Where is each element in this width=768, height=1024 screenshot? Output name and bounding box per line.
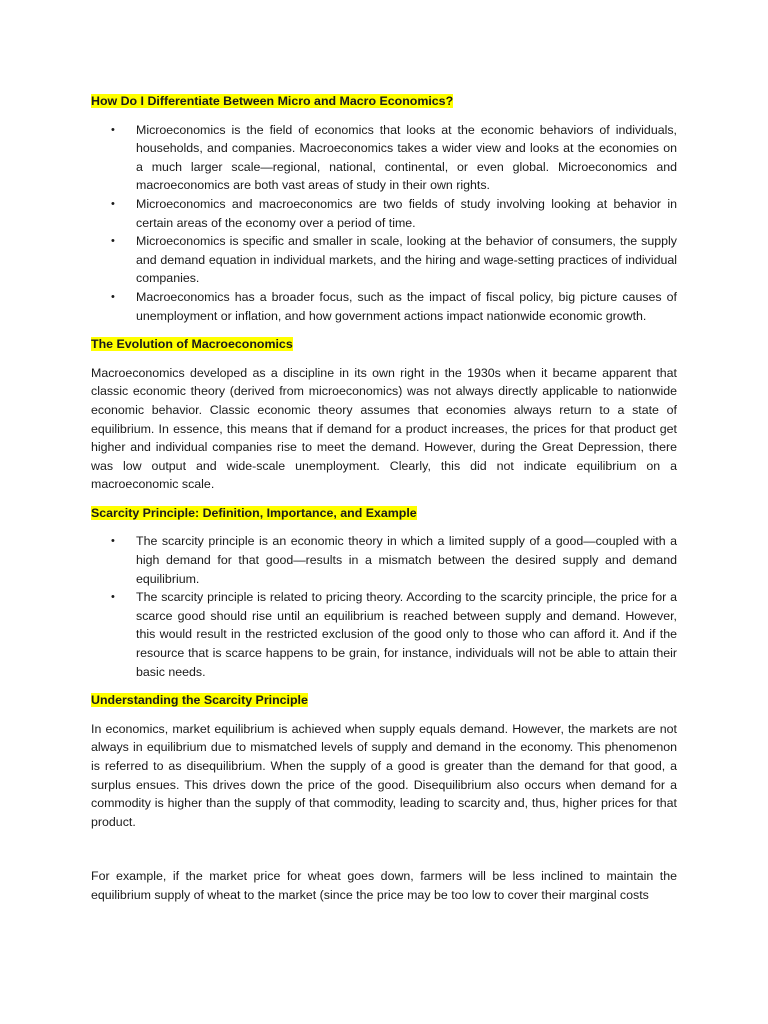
section-heading-scarcity-principle [91, 504, 677, 523]
list-item-text: The scarcity principle is related to pricing theory. According to the scarcity principle, the price for a scarce good should rise until an equilibrium is reached between supply and demand. However, this would result in the restricted exclusion of the good only to those who can afford it. And if the resource that is scarce happens to be grain, for instance, individuals will not be able to attain their basic needs. [136, 590, 677, 679]
evolution-paragraph: Macroeconomics developed as a discipline in its own right in the 1930s when it became apparent that classic economic theory (derived from microeconomics) was not always directly applicable to nationwide economic behavior. Classic economic theory assumes that economies always return to a state of equilibrium. In essence, this means that if demand for a product increases, the prices for that product get higher and individual companies rise to meet the demand. However, during the Great Depression, there was low output and wide-scale unemployment. Clearly, this did not indicate equilibrium on a macroeconomic scale. [91, 365, 677, 492]
list-item [111, 232, 677, 288]
list-item [111, 532, 677, 588]
list-item-text: Microeconomics is the field of economics that looks at the economic behaviors of individuals, households, and companies. Macroeconomics takes a wider view and looks at the economies on a much larger scale—regional, national, continental, or even global. Microeconomics and macroeconomics are both vast areas of study in their own rights. [136, 122, 677, 193]
list-item [111, 588, 677, 681]
scarcity-bullet-list [91, 532, 677, 681]
bullet-icon: • [111, 123, 115, 136]
understanding-paragraph: In economics, market equilibrium is achieved when supply equals demand. However, the markets are not always in equilibrium due to mismatched levels of supply and demand in the economy. This phenomenon is referred to as disequilibrium. When the supply of a good is greater than the demand for that good, a surplus ensues. This drives down the price of the good. Disequilibrium also occurs when demand for a commodity is higher than the supply of that commodity, leading to scarcity and, thus, higher prices for that product. [91, 721, 677, 829]
document-page [91, 92, 677, 905]
bullet-icon: • [111, 591, 115, 604]
section-heading-evolution [91, 335, 677, 354]
section-heading-micro-macro [91, 92, 677, 111]
highlighted-heading-text: Understanding the Scarcity Principle [91, 693, 308, 708]
list-item-text: Microeconomics is specific and smaller in scale, looking at the behavior of consumers, the supply and demand equation in individual markets, and the hiring and wage-setting practices of individual companies. [136, 234, 677, 286]
list-item [111, 288, 677, 325]
highlighted-heading-text: Scarcity Principle: Definition, Importance, and Example [91, 505, 417, 520]
highlighted-heading-text: How Do I Differentiate Between Micro and Macro Economics? [91, 94, 454, 108]
bullet-icon: • [111, 197, 115, 210]
list-item-text: The scarcity principle is an economic theory in which a limited supply of a good—coupled with a high demand for that good—results in a mismatch between the desired supply and demand equilibrium. [136, 534, 677, 586]
bullet-icon: • [111, 235, 115, 248]
micro-macro-bullet-list [91, 121, 677, 326]
example-paragraph: For example, if the market price for wheat goes down, farmers will be less inclined to maintain the equilibrium supply of wheat to the market (since the price may be too low to cover their marginal costs [91, 869, 677, 902]
section-heading-understanding-scarcity [91, 691, 677, 710]
list-item [111, 195, 677, 232]
list-item-text: Microeconomics and macroeconomics are two fields of study involving looking at behavior in certain areas of the economy over a period of time. [136, 196, 677, 230]
bullet-icon: • [111, 290, 115, 303]
bullet-icon: • [111, 535, 115, 548]
blank-line-spacer [91, 831, 677, 867]
list-item [111, 121, 677, 195]
list-item-text: Macroeconomics has a broader focus, such as the impact of fiscal policy, big picture causes of unemployment or inflation, and how government actions impact nationwide economic growth. [136, 289, 677, 323]
highlighted-heading-text: The Evolution of Macroeconomics [91, 337, 293, 352]
